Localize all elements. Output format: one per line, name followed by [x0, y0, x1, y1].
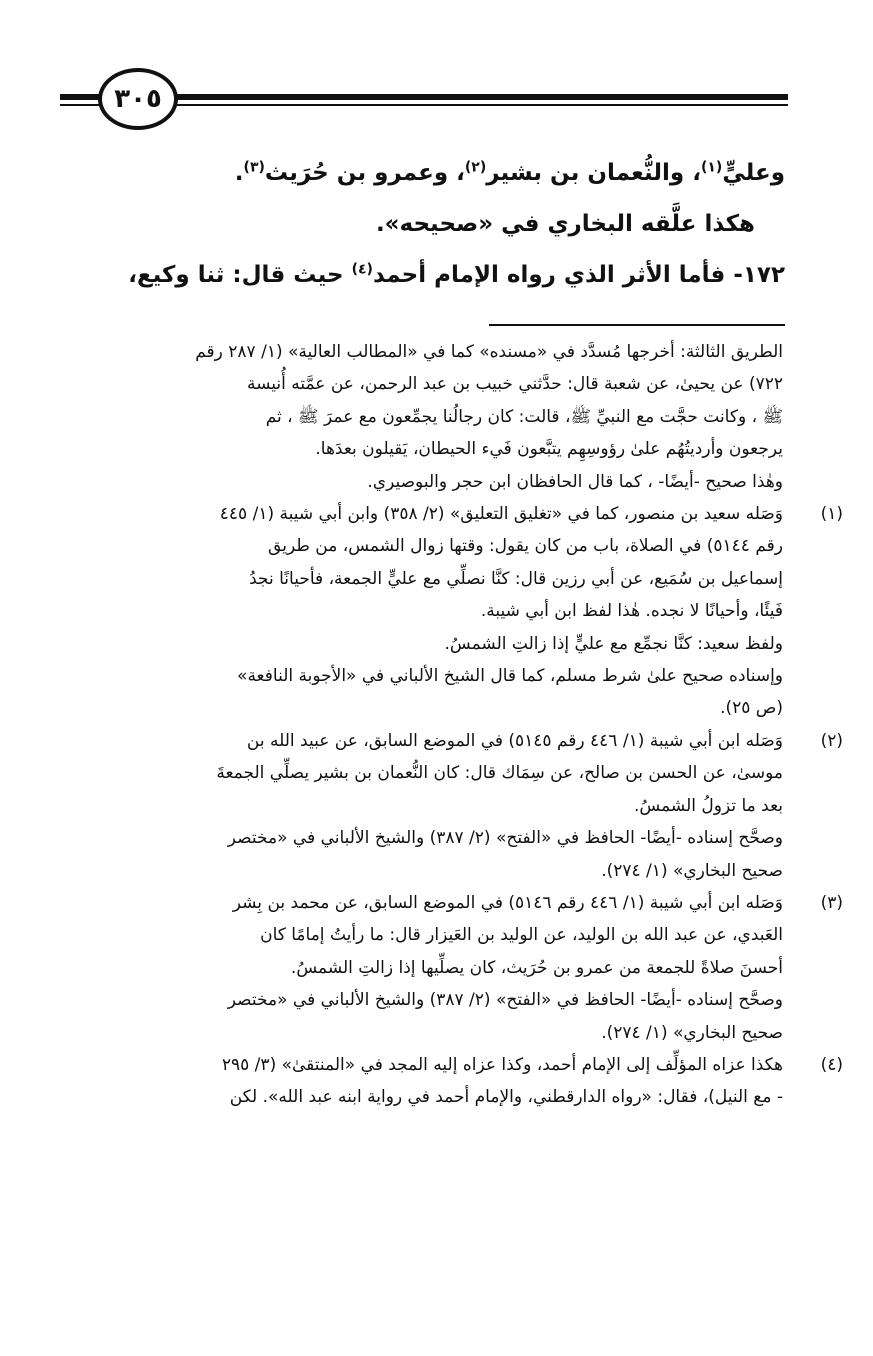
footnote-line: وهٰذا صحيح -أيضًا- ، كما قال الحافظان ابن حجر والبوصيري.	[367, 471, 783, 492]
footnote-1	[83, 498, 843, 725]
footnote-line: صحيح البخاري» (١/ ٢٧٤).	[601, 1022, 783, 1043]
main-line-1: وعليٍّ$^{(١)}$، والنُّعمان بن بشير$^{(٢)}$، وعمرو بن حُرَيث$^{(٣)}$.	[234, 159, 785, 186]
footnote-line: هكذا عزاه المؤلِّف إلى الإمام أحمد، وكذا عزاه إليه المجد في «المنتقىٰ» (٣/ ٢٩٥	[221, 1054, 783, 1075]
page-number: ٣٠٥	[114, 84, 162, 114]
footnote-line: وصحَّح إسناده -أيضًا- الحافظ في «الفتح» (٢/ ٣٨٧) والشيخ الألباني في «مختصر	[227, 828, 783, 849]
footnote-separator	[489, 324, 785, 326]
footnote-line: ولفظ سعيد: كنَّا نجمِّع مع عليٍّ إذا زالتِ الشمسُ.	[444, 633, 783, 654]
footnote-ref-2[interactable]: (٢)	[464, 159, 487, 176]
footnote-line: وصحَّح إسناده -أيضًا- الحافظ في «الفتح» (٢/ ٣٨٧) والشيخ الألباني في «مختصر	[227, 990, 783, 1011]
footnote-line: يرجعون وأرديتُهُم علىٰ رؤوسِهِم يتبَّعون فَيء الحيطان، يَقيلون بعدَها.	[315, 439, 783, 460]
footnote-line: الطريق الثالثة: أخرجها مُسدَّد في «مسنده» كما في «المطالب العالية» (١/ ٢٨٧ رقم	[195, 342, 783, 362]
footnote-line: ٧٢٢) عن يحيىٰ، عن شعبة قال: حدَّثني خبيب بن عبد الرحمن، عن عمَّته أُنيسة	[246, 374, 783, 395]
footnote-line: صحيح البخاري» (١/ ٢٧٤).	[601, 860, 783, 881]
main-line-2: هكذا علَّقه البخاري في «صحيحه».	[375, 211, 755, 237]
page-header	[60, 68, 788, 138]
footnote-2	[83, 725, 843, 887]
footnote-line: وَصَله ابن أبي شيبة (١/ ٤٤٦ رقم ٥١٤٥) في الموضع السابق، عن عبيد الله بن	[246, 730, 783, 751]
page-number-badge	[98, 68, 178, 130]
footnote-line: موسىٰ، عن الحسن بن صالح، عن سِمَاك قال: كان النُّعمان بن بشير يصلِّي الجمعةَ	[216, 763, 783, 784]
main-text	[95, 148, 785, 301]
footnote-line: وَصَله ابن أبي شيبة (١/ ٤٤٦ رقم ٥١٤٦) في الموضع السابق، عن محمد بن بِشر	[232, 892, 783, 913]
footnote-marker: (١)	[820, 504, 843, 525]
footnote-line: أحسنَ صلاةً للجمعة من عمرو بن حُرَيث، كان يصلِّيها إذا زالتِ الشمسُ.	[290, 957, 783, 978]
footnote-line: - مع النيل)، فقال: «رواه الدارقطني، والإمام أحمد في رواية ابنه عبد الله». لكن	[229, 1087, 783, 1108]
footnote-line: العَبدي، عن عبد الله بن الوليد، عن الوليد بن العَيزار قال: ما رأيتُ إمامًا كان	[260, 925, 783, 946]
footnote-line: وإسناده صحيح علىٰ شرط مسلم، كما قال الشيخ الألباني في «الأجوبة النافعة»	[237, 666, 783, 687]
footnote-line: (ص ٢٥).	[720, 698, 783, 719]
footnote-ref-4[interactable]: (٤)	[351, 261, 373, 278]
footnote-3	[83, 887, 843, 1049]
footnote-marker: (٣)	[820, 892, 843, 913]
footnote-line: وَصَله سعيد بن منصور، كما في «تغليق التعليق» (٢/ ٣٥٨) وابن أبي شيبة (١/ ٤٤٥	[219, 504, 783, 525]
footnote-line: ﷺ ، وكانت حجَّت مع النبيِّ ﷺ، قالت: كان رجالُنا يجمِّعون مع عمرَ ﷺ ، ثم	[265, 406, 783, 427]
footnote-marker: (٢)	[820, 730, 843, 751]
footnote-line: رقم ٥١٤٤) في الصلاة، باب من كان يقول: وقتها زوال الشمس، من طريق	[268, 536, 783, 557]
footnote-ref-1[interactable]: (١)	[700, 159, 723, 176]
footnote-4	[83, 1049, 843, 1114]
footnote-line: إسماعيل بن سُمَيع، عن أبي رزين قال: كنَّا نصلِّي مع عليٍّ الجمعة، فأحيانًا نجدُ	[249, 568, 783, 589]
footnote-line: فَيئًا، وأحيانًا لا نجده. هٰذا لفظ ابن أبي شيبة.	[480, 601, 783, 622]
footnote-ref-3[interactable]: (٣)	[243, 159, 265, 176]
footnote-marker: (٤)	[820, 1054, 843, 1075]
footnote-continuation	[83, 336, 783, 498]
main-line-3: ١٧٢- فأما الأثر الذي رواه الإمام أحمد$^{(٤)}$ حيث قال: ثنا وكيع،	[128, 261, 785, 288]
footnotes	[83, 336, 843, 1114]
footnote-line: بعد ما تزولُ الشمسُ.	[634, 795, 783, 816]
